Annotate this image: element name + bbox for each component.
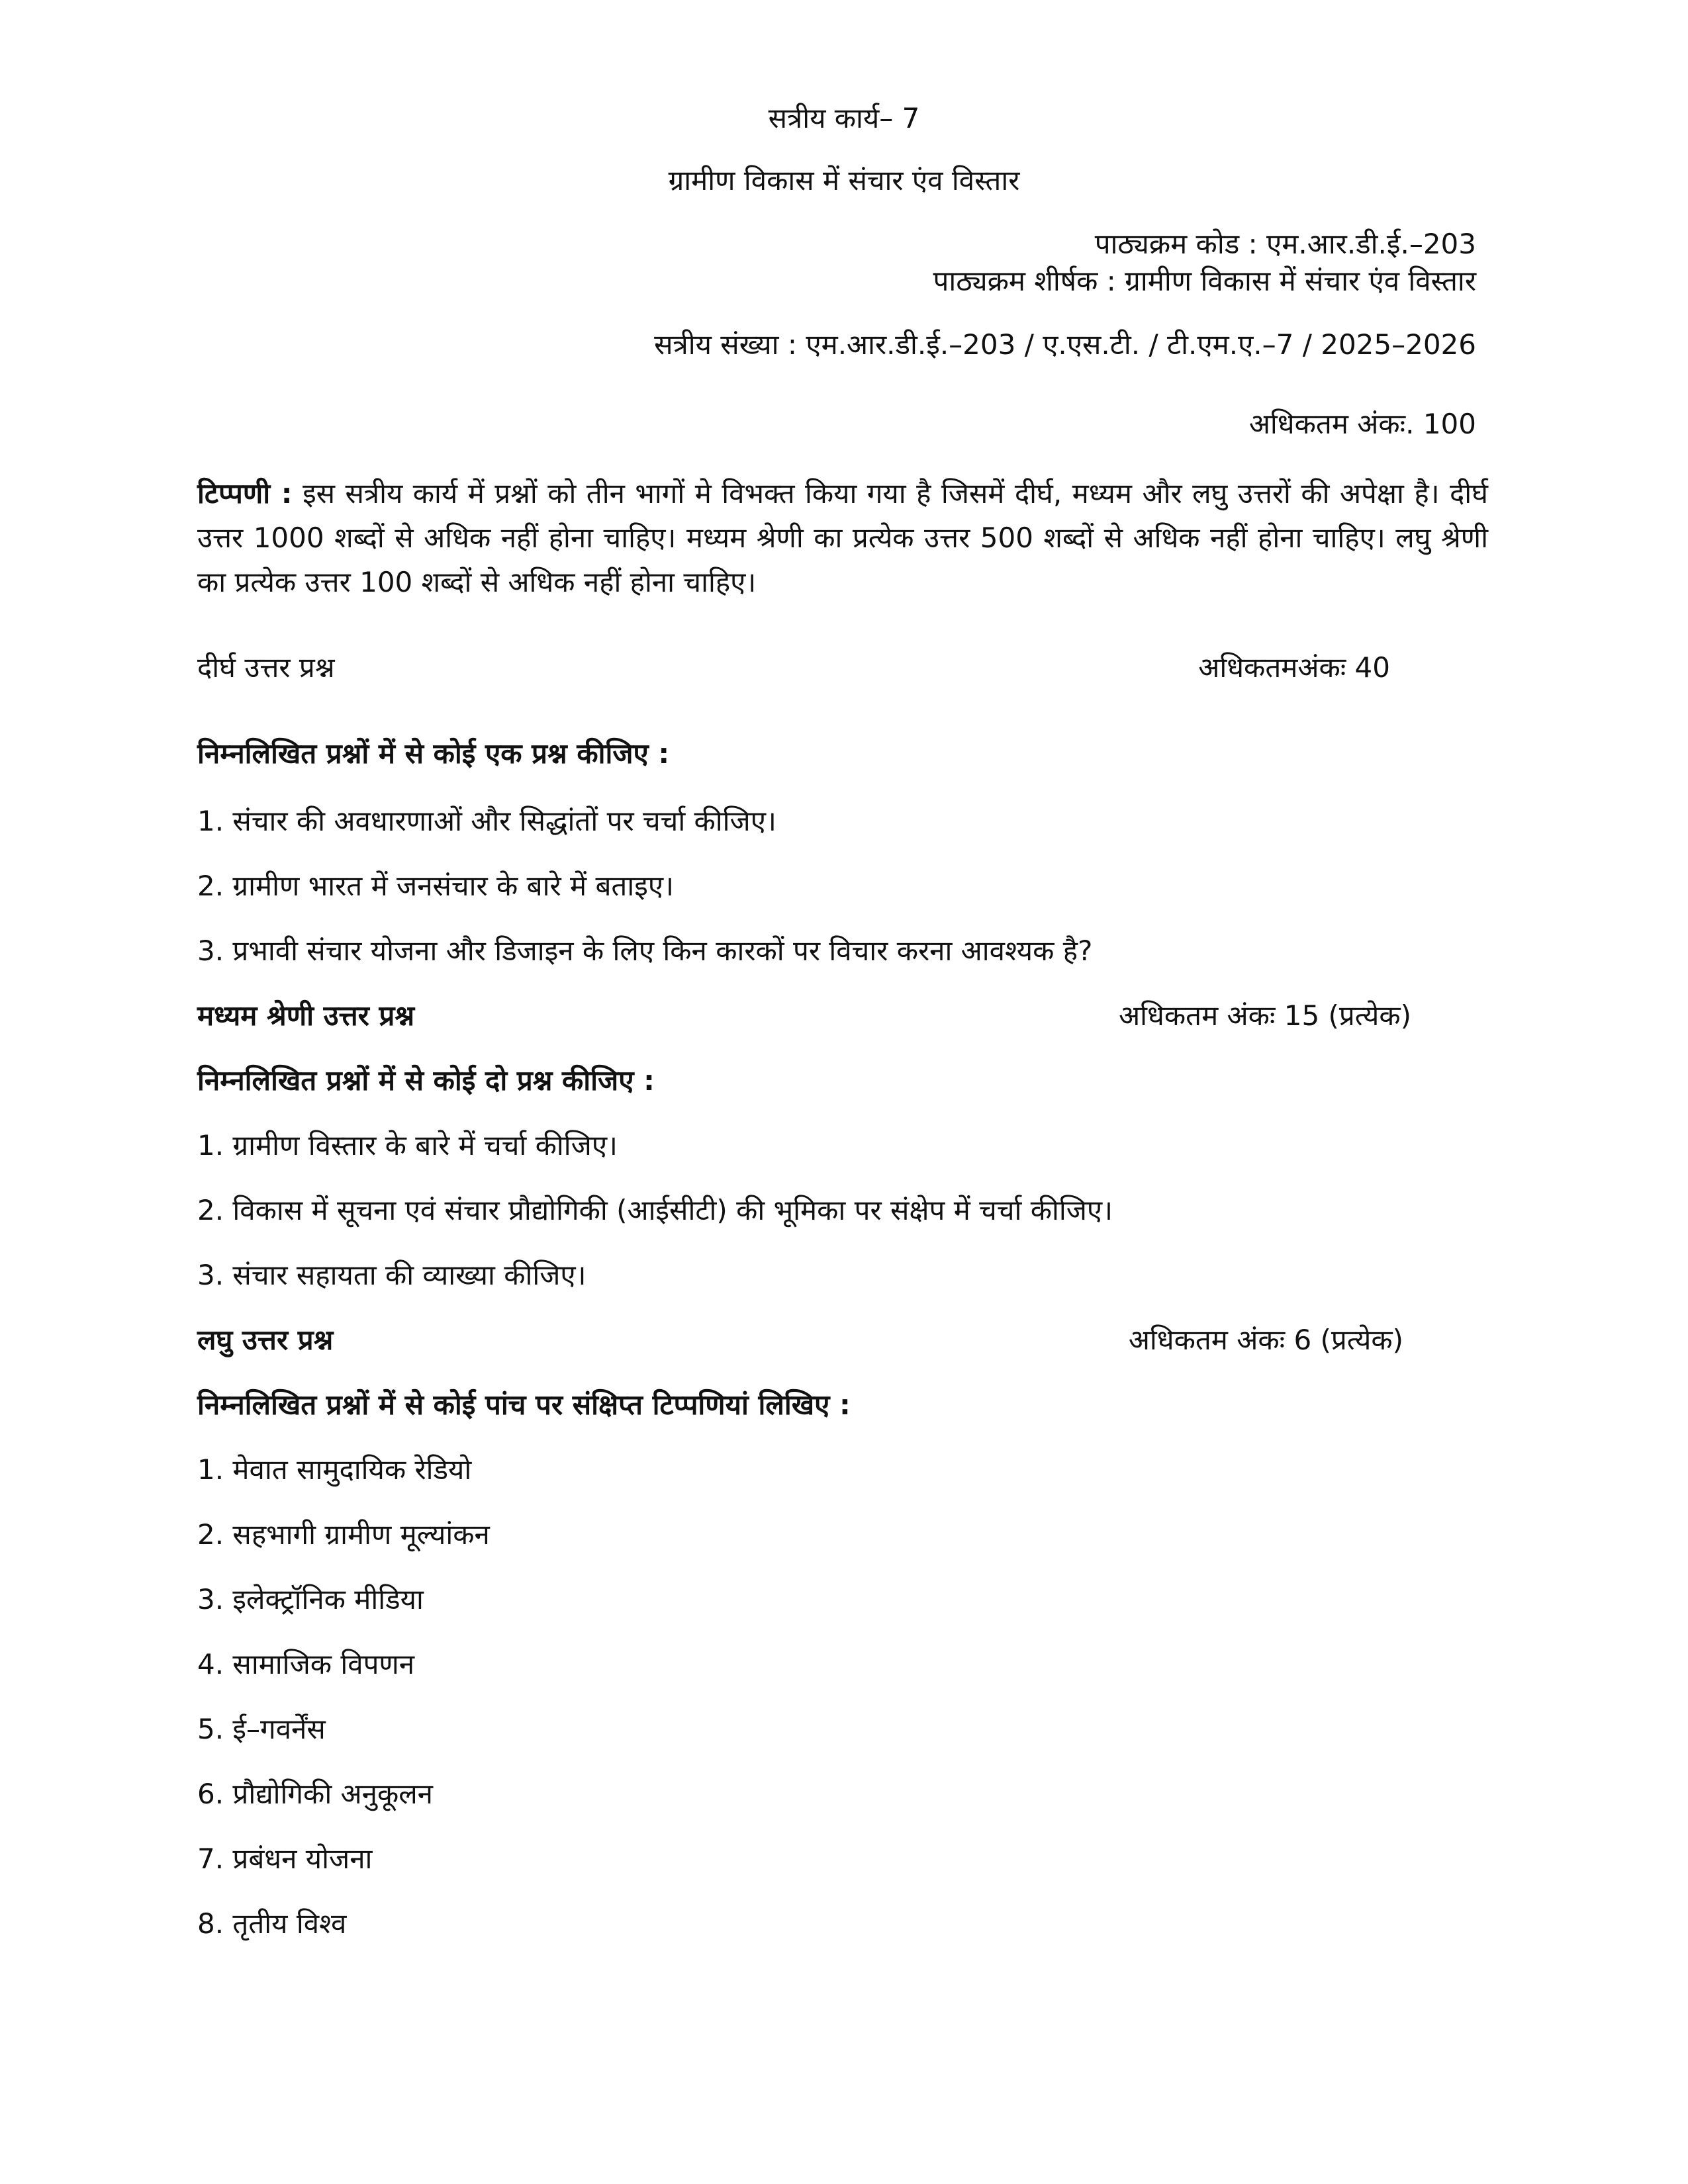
course-title: पाठ्यक्रम शीर्षक : ग्रामीण विकास में संचार एंव विस्तार bbox=[933, 265, 1476, 297]
short-item: 3. इलेक्ट्रॉनिक मीडिया bbox=[197, 1583, 424, 1615]
medium-section-heading: मध्यम श्रेणी उत्तर प्रश्न bbox=[197, 999, 415, 1032]
long-question: 2. ग्रामीण भारत में जनसंचार के बारे में बताइए। bbox=[197, 870, 675, 902]
short-item: 4. सामाजिक विपणन bbox=[197, 1648, 415, 1680]
course-name: ग्रामीण विकास में संचार एंव विस्तार bbox=[668, 164, 1020, 197]
medium-question: 1. ग्रामीण विस्तार के बारे में चर्चा कीजिए। bbox=[197, 1129, 618, 1161]
short-item: 5. ई–गवर्नेंस bbox=[197, 1713, 326, 1745]
assignment-title: सत्रीय कार्य– 7 bbox=[768, 102, 920, 134]
short-section-instruction: निम्नलिखित प्रश्नों में से कोई पांच पर संक्षिप्त टिप्पणियां लिखिए : bbox=[197, 1388, 851, 1421]
note-paragraph bbox=[197, 471, 1488, 604]
max-marks: अधिकतम अंकः. 100 bbox=[1248, 408, 1476, 440]
course-code: पाठ्यक्रम कोड : एम.आर.डी.ई.–203 bbox=[1094, 228, 1476, 260]
note-text: इस सत्रीय कार्य में प्रश्नों को तीन भागों मे विभक्त किया गया है जिसमें दीर्घ, मध्यम और लघु उत्तरों की अपेक्षा है। दीर्घ उत्तर 1000 शब्दों से अधिक नहीं होना चाहिए। मध्यम श्रेणी का प्रत्येक उत्तर 500 शब्दों से अधिक नहीं होना चाहिए। लघु श्रेणी का प्रत्येक उत्तर 100 शब्दों से अधिक नहीं होना चाहिए। bbox=[197, 477, 1488, 598]
short-item: 6. प्रौद्योगिकी अनुकूलन bbox=[197, 1778, 433, 1810]
long-section-marks: अधिकतमअंकः 40 bbox=[1198, 651, 1390, 684]
medium-question: 2. विकास में सूचना एवं संचार प्रौद्योगिकी (आईसीटी) की भूमिका पर संक्षेप में चर्चा कीजिए। bbox=[197, 1194, 1113, 1226]
long-question: 3. प्रभावी संचार योजना और डिजाइन के लिए किन कारकों पर विचार करना आवश्यक है? bbox=[197, 934, 1093, 967]
long-question: 1. संचार की अवधारणाओं और सिद्धांतों पर चर्चा कीजिए। bbox=[197, 805, 776, 837]
short-section-marks: अधिकतम अंकः 6 (प्रत्येक) bbox=[1128, 1324, 1403, 1356]
long-section-instruction: निम्नलिखित प्रश्नों में से कोई एक प्रश्न कीजिए : bbox=[197, 737, 670, 770]
medium-section-instruction: निम्नलिखित प्रश्नों में से कोई दो प्रश्न कीजिए : bbox=[197, 1064, 655, 1097]
short-item: 8. तृतीय विश्व bbox=[197, 1907, 347, 1940]
medium-section-marks: अधिकतम अंकः 15 (प्रत्येक) bbox=[1119, 999, 1411, 1032]
short-item: 1. मेवात सामुदायिक रेडियो bbox=[197, 1453, 472, 1486]
long-section-heading: दीर्घ उत्तर प्रश्न bbox=[197, 651, 335, 684]
short-item: 7. प्रबंधन योजना bbox=[197, 1843, 373, 1875]
short-section-heading: लघु उत्तर प्रश्न bbox=[197, 1324, 334, 1356]
assignment-number: सत्रीय संख्या : एम.आर.डी.ई.–203 / ए.एस.टी. / टी.एम.ए.–7 / 2025–2026 bbox=[654, 328, 1476, 361]
note-label: टिप्पणी : bbox=[197, 477, 293, 510]
short-item: 2. सहभागी ग्रामीण मूल्यांकन bbox=[197, 1518, 490, 1551]
medium-question: 3. संचार सहायता की व्याख्या कीजिए। bbox=[197, 1259, 586, 1291]
